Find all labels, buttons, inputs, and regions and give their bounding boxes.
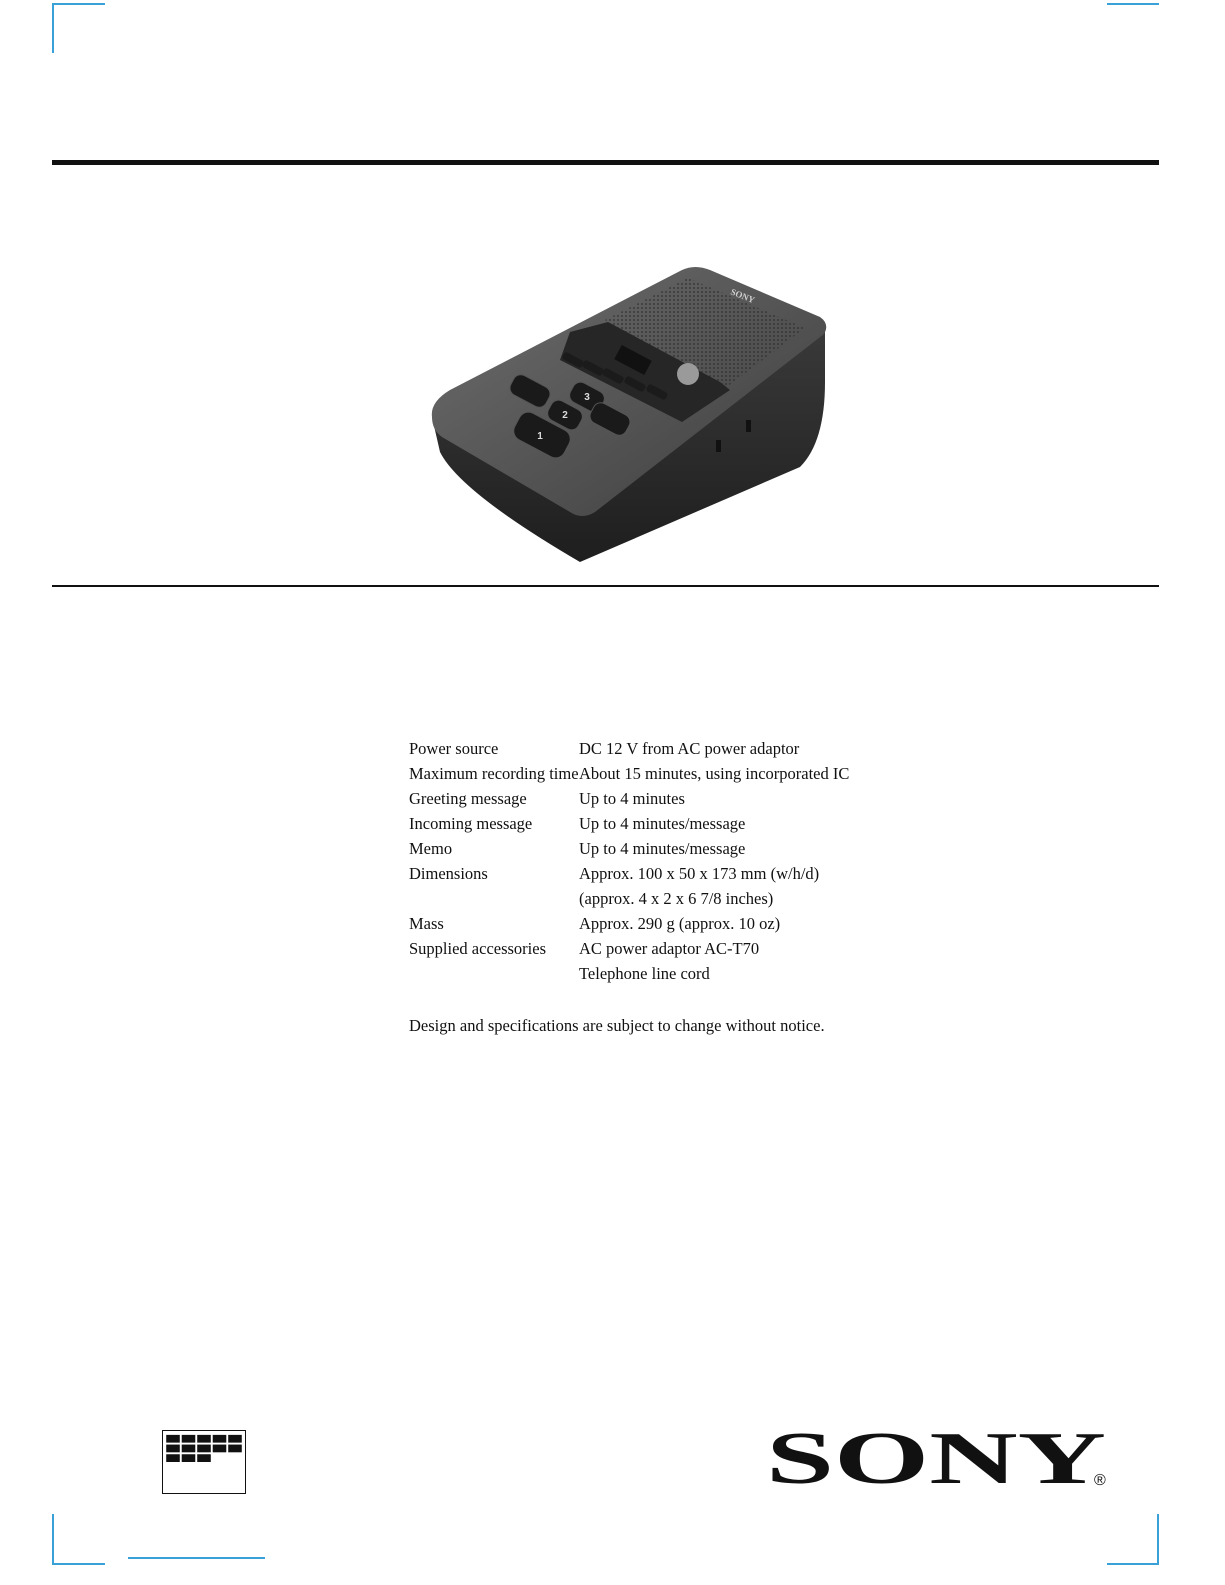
spec-value-line: Approx. 100 x 50 x 173 mm (w/h/d) bbox=[579, 864, 820, 883]
product-photo bbox=[420, 262, 840, 562]
spec-value-line: Up to 4 minutes bbox=[579, 789, 685, 808]
crop-mark-bottom-left-h bbox=[52, 1563, 105, 1565]
spec-row bbox=[409, 811, 909, 836]
spec-row bbox=[409, 736, 909, 761]
crop-mark-bottom-right-h bbox=[1107, 1563, 1159, 1565]
keypad-label-1: 1 bbox=[537, 431, 543, 442]
spec-value bbox=[579, 811, 909, 836]
spec-label: Maximum recording time bbox=[409, 764, 579, 783]
spec-value-line: (approx. 4 x 2 x 6 7/8 inches) bbox=[579, 889, 774, 908]
spec-value-line: Up to 4 minutes/message bbox=[579, 814, 746, 833]
spec-label: Mass bbox=[409, 914, 444, 933]
spec-value bbox=[579, 836, 909, 861]
crop-mark-bottom-left-v bbox=[52, 1514, 54, 1564]
crop-mark-top-left-h bbox=[52, 3, 105, 5]
spec-row bbox=[409, 861, 909, 911]
crop-mark-top-right-h bbox=[1107, 3, 1159, 5]
spec-label: Supplied accessories bbox=[409, 939, 547, 958]
spec-row bbox=[409, 786, 909, 811]
spec-label: Dimensions bbox=[409, 864, 488, 883]
device-brand: SONY bbox=[729, 286, 757, 306]
spec-value-line: DC 12 V from AC power adaptor bbox=[579, 739, 800, 758]
spec-row bbox=[409, 911, 909, 936]
header-rule bbox=[52, 160, 1159, 165]
specifications-notice: Design and specifications are subject to change without notice. bbox=[409, 1016, 825, 1035]
spec-value-line: Telephone line cord bbox=[579, 964, 710, 983]
spec-value bbox=[579, 761, 909, 786]
keypad-label-2: 2 bbox=[562, 410, 568, 421]
spec-row bbox=[409, 761, 909, 786]
spec-value bbox=[579, 911, 909, 936]
spec-label: Greeting message bbox=[409, 789, 527, 808]
spec-value-line: AC power adaptor AC-T70 bbox=[579, 939, 760, 958]
keypad-label-3: 3 bbox=[584, 392, 590, 403]
spec-value bbox=[579, 861, 909, 911]
sony-logo bbox=[764, 1425, 1114, 1497]
sony-logo-text: SONY bbox=[766, 1425, 1106, 1497]
crop-mark-top-left-v bbox=[52, 3, 54, 53]
specifications-table bbox=[409, 736, 909, 986]
crop-mark-bottom-right-v bbox=[1157, 1514, 1159, 1564]
spec-label: Memo bbox=[409, 839, 453, 858]
crop-mark-bottom-mid-h bbox=[128, 1557, 265, 1559]
spec-value bbox=[579, 936, 909, 986]
registered-mark: ® bbox=[1094, 1472, 1106, 1489]
spec-label: Incoming message bbox=[409, 814, 533, 833]
spec-value-line: Up to 4 minutes/message bbox=[579, 839, 746, 858]
spec-value-line: About 15 minutes, using incorporated IC bbox=[579, 764, 850, 783]
section-rule bbox=[52, 585, 1159, 587]
model-code-grid-icon bbox=[162, 1430, 246, 1494]
spec-value-line: Approx. 290 g (approx. 10 oz) bbox=[579, 914, 781, 933]
spec-row bbox=[409, 936, 909, 986]
spec-row bbox=[409, 836, 909, 861]
spec-value bbox=[579, 786, 909, 811]
spec-value bbox=[579, 736, 909, 761]
spec-label: Power source bbox=[409, 739, 499, 758]
